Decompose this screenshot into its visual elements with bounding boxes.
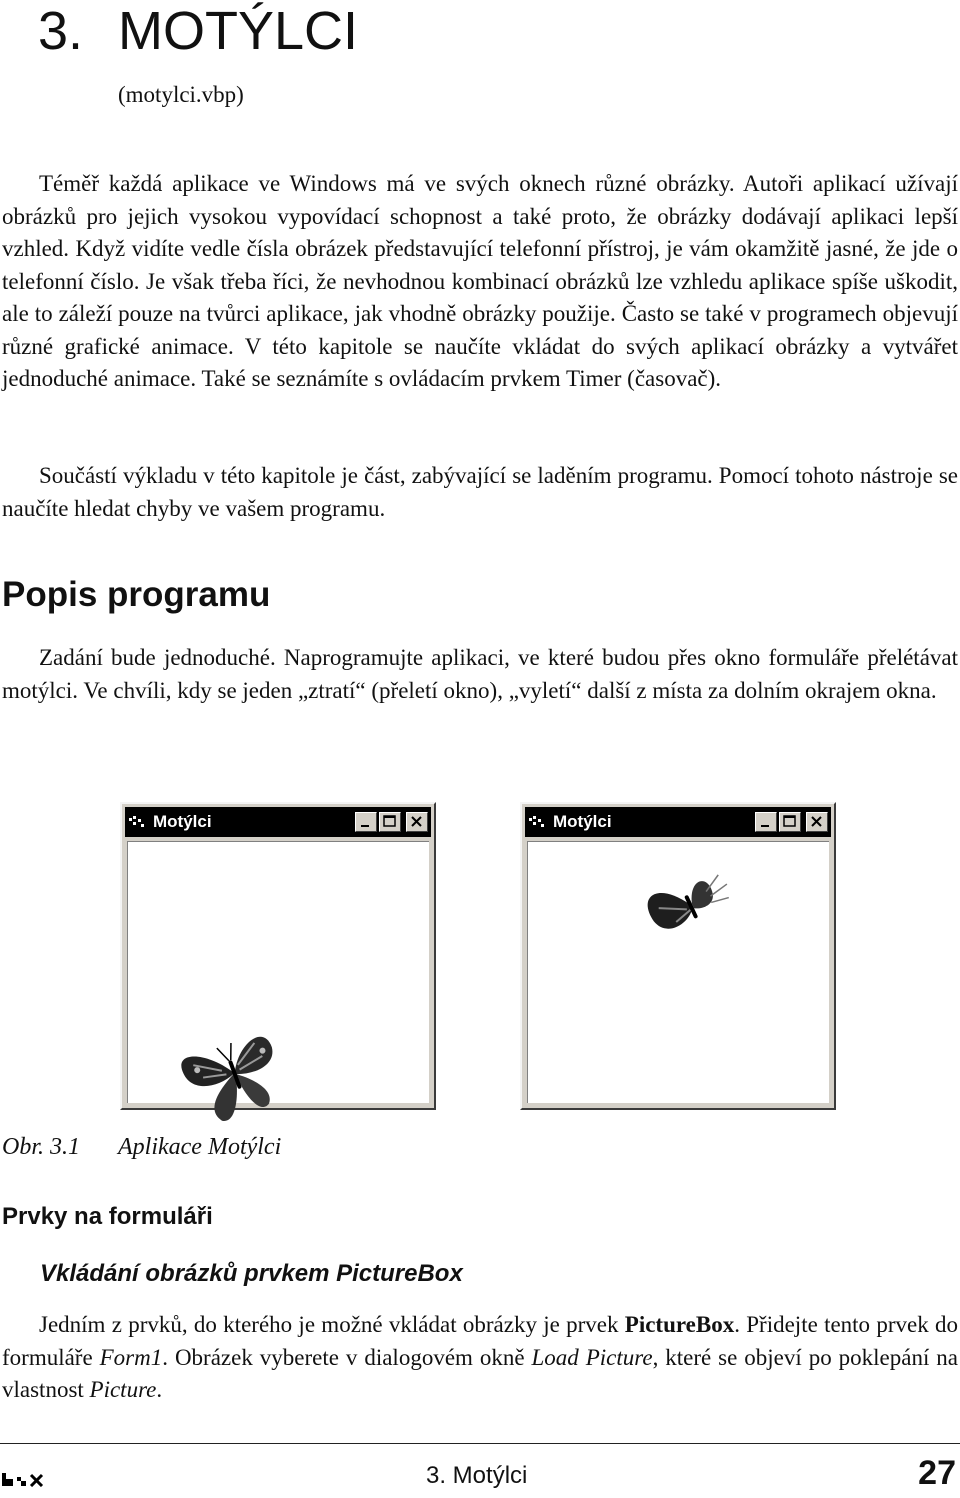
figure-label: Obr. 3.1 <box>2 1134 81 1160</box>
footer-divider <box>0 1443 960 1444</box>
chapter-title: MOTÝLCI <box>118 1 359 61</box>
window-titlebar <box>525 807 831 837</box>
maximize-button[interactable] <box>379 812 401 832</box>
close-button[interactable] <box>406 812 428 832</box>
butterfly-icon <box>638 860 738 940</box>
section-paragraph: Zadání bude jednoduché. Naprogramujte aplikaci, ve které budou přes okno formuláře přelétávat motýlci. Ve chvíli, kdy se jeden „ztratí“ (přeletí okno), „vyletí“ další z místa za dolním okrajem okna. <box>2 645 958 703</box>
app-icon[interactable] <box>529 816 545 828</box>
minimize-icon <box>756 813 776 831</box>
chapter-heading <box>38 0 358 62</box>
butterfly-icon <box>178 1022 288 1122</box>
subsubsection-heading: Vkládání obrázků prvkem PictureBox <box>40 1260 463 1287</box>
project-file-name: (motylci.vbp) <box>118 82 244 107</box>
section-heading: Popis programu <box>2 575 271 614</box>
maximize-icon <box>780 813 800 831</box>
window-title: Motýlci <box>553 812 612 831</box>
running-footer-title: 3. Motýlci <box>426 1462 528 1489</box>
maximize-icon <box>380 813 400 831</box>
window-client-area <box>527 841 829 1103</box>
publisher-logo-icon <box>2 1471 46 1487</box>
property-term: Picture <box>89 1377 157 1402</box>
picturebox-paragraph: Jedním z prvků, do kterého je možné vkládat obrázky je prvek PictureBox. Přidejte tento prvek do formuláře Form1. Obrázek vyberete v dialogovém okně Load Picture, které se objeví po poklepání na vlastnost Picture. <box>2 1312 958 1402</box>
maximize-button[interactable] <box>779 812 801 832</box>
window-client-area <box>127 841 429 1103</box>
figure-caption <box>2 1134 281 1161</box>
close-icon <box>807 813 827 831</box>
window-title: Motýlci <box>153 812 212 831</box>
minimize-icon <box>356 813 376 831</box>
app-window-1 <box>120 802 436 1110</box>
close-button[interactable] <box>806 812 828 832</box>
intro-paragraph-2: Součástí výkladu v této kapitole je část, zabývající se laděním programu. Pomocí tohoto nástroje se naučíte hledat chyby ve vašem programu. <box>2 463 958 521</box>
figure-caption-text: Aplikace Motýlci <box>118 1134 282 1160</box>
intro-paragraph-1: Téměř každá aplikace ve Windows má ve svých oknech různé obrázky. Autoři aplikací užívají obrázků pro jejich vysokou vypovídací schopnost a také proto, že obrázky dodávají aplikaci lepší vzhled. Když vidíte vedle čísla obrázek představující telefonní přístroj, je vám okamžitě jasné, že jde o telefonní číslo. Je však třeba říci, že nevhodnou kombinací obrázků lze vzhledu aplikace spíše uškodit, ale to záleží pouze na tvůrci aplikace, jak vhodně obrázky použije. Často se také v programech objevují různé grafické animace. V této kapitole se naučíte vkládat do svých aplikací obrázky a vytvářet jednoduché animace. Také se seznámíte s ovládacím prvkem Timer (časovač). <box>2 171 958 391</box>
dialog-term: Load Picture <box>531 1344 653 1370</box>
subsection-heading: Prvky na formuláři <box>2 1203 213 1230</box>
picturebox-term: PictureBox <box>624 1312 735 1337</box>
window-titlebar <box>125 807 431 837</box>
app-window-2 <box>520 802 836 1110</box>
minimize-button[interactable] <box>355 812 377 832</box>
form-term: Form1 <box>99 1344 163 1370</box>
close-icon <box>407 813 427 831</box>
app-icon[interactable] <box>129 816 145 828</box>
page-number: 27 <box>918 1454 956 1492</box>
minimize-button[interactable] <box>755 812 777 832</box>
chapter-number: 3. <box>38 1 84 61</box>
